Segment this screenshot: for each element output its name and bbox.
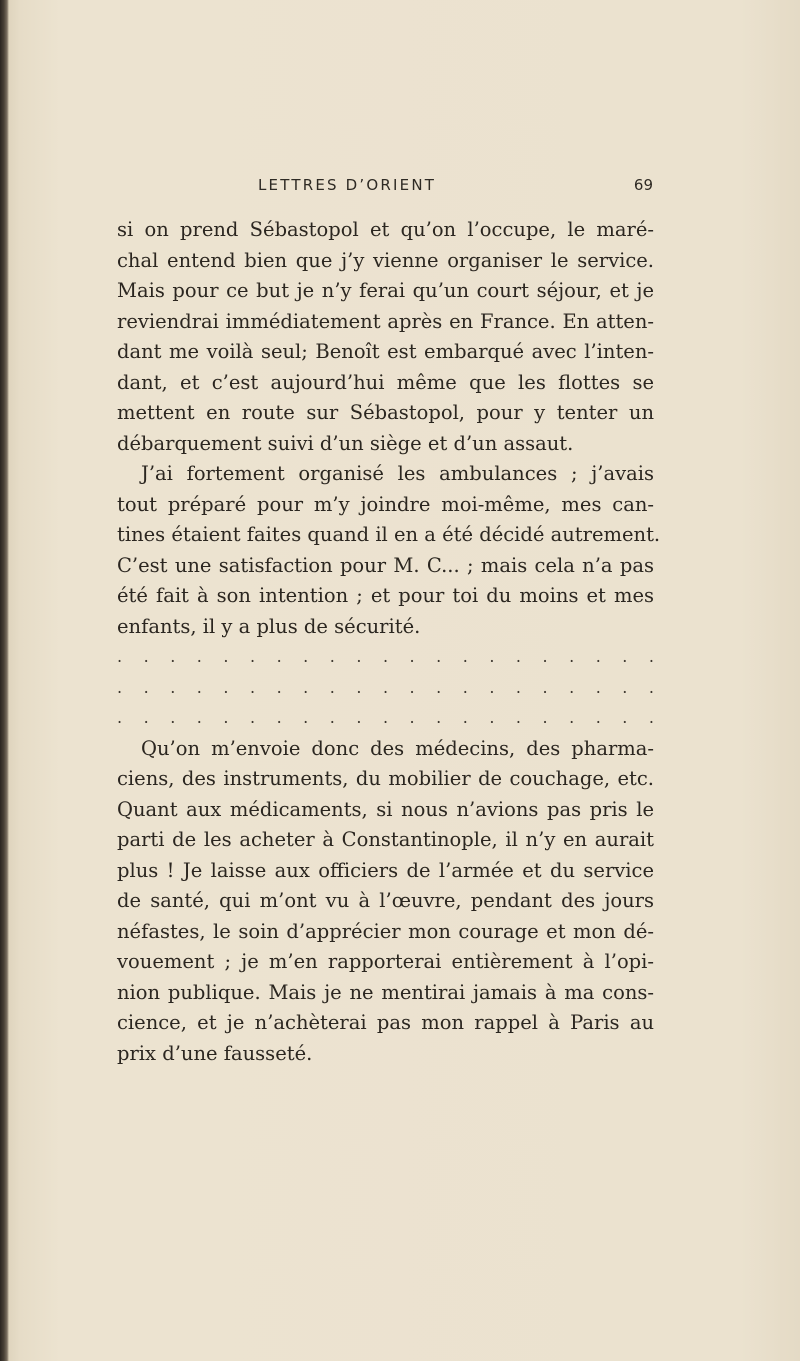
ellipsis-dot: . [515, 647, 521, 666]
ellipsis-dot: . [303, 647, 309, 666]
ellipsis-dot: . [196, 677, 202, 697]
ellipsis-dot: . [515, 708, 521, 727]
ellipsis-dot: . [436, 647, 442, 666]
ellipsis-row [117, 703, 654, 734]
binding-edge [0, 0, 9, 1361]
text-line: tines étaient faites quand il en a été décidé autrement. [117, 523, 661, 546]
text-line: J’ai fortement organisé les ambulances ; j’avais [141, 462, 654, 485]
ellipsis-dot: . [303, 708, 309, 727]
ellipsis-dot: . [356, 708, 362, 727]
ellipsis-dot: . [382, 677, 389, 697]
ellipsis-dot: . [117, 708, 123, 727]
text-line: chal entend bien que j’y vienne organiser le service. [117, 248, 654, 272]
ellipsis-dot: . [170, 708, 176, 727]
text-line: prix d’une fausseté. [117, 1041, 313, 1065]
ellipsis-dot: . [329, 647, 335, 666]
text-line: dant, et c’est aujourd’hui même que les flottes se [117, 370, 654, 394]
running-title: LETTRES D’ORIENT [258, 176, 437, 194]
text-line: dant me voilà seul; Benoît est embarqué avec l’inten- [117, 340, 654, 363]
ellipsis-dot: . [303, 677, 309, 697]
ellipsis-dot: . [329, 708, 335, 727]
text-line: néfastes, le soin d’apprécier mon courage et mon dé- [117, 919, 654, 943]
text-line: nion publique. Mais je ne mentirai jamais à ma cons- [117, 980, 654, 1004]
ellipsis-dot: . [595, 647, 601, 666]
ellipsis-dot: . [462, 677, 468, 697]
page-number: 69 [633, 176, 653, 194]
ellipsis-dot: . [595, 677, 601, 697]
ellipsis-dot: . [276, 647, 282, 666]
text-line: mettent en route sur Sébastopol, pour y tenter un [117, 401, 654, 424]
ellipsis-dot: . [196, 708, 202, 727]
ellipsis-row [117, 642, 654, 673]
page-header [118, 176, 653, 200]
ellipsis-dot: . [249, 708, 256, 727]
text-line: reviendrai immédiatement après en France. En atten- [117, 309, 654, 333]
ellipsis-dot: . [196, 647, 202, 666]
text-line: parti de les acheter à Constantinople, il n’y en aurait [117, 828, 654, 851]
ellipsis-dot: . [648, 708, 654, 727]
ellipsis-dot: . [648, 677, 654, 697]
text-line: tout préparé pour m’y joindre moi-même, mes can- [117, 492, 654, 516]
ellipsis-dot: . [409, 647, 415, 666]
ellipsis-dot: . [542, 647, 548, 666]
ellipsis-dot: . [223, 647, 229, 666]
ellipsis-dot: . [595, 708, 601, 727]
ellipsis-dot: . [223, 708, 229, 727]
ellipsis-dot: . [436, 708, 442, 727]
ellipsis-row [117, 673, 654, 704]
ellipsis-dot: . [117, 677, 123, 697]
text-line: ciens, des instruments, du mobilier de couchage, etc. [117, 767, 654, 790]
ellipsis-dot: . [329, 677, 335, 697]
ellipsis-dot: . [622, 708, 628, 727]
ellipsis-dot: . [143, 677, 149, 697]
ellipsis-dot: . [515, 677, 521, 697]
text-line: Quant aux médicaments, si nous n’avions pas pris le [117, 797, 654, 821]
ellipsis-dot: . [409, 708, 415, 727]
ellipsis-dot: . [622, 647, 628, 666]
ellipsis-dot: . [170, 647, 176, 666]
ellipsis-dot: . [489, 647, 495, 666]
ellipsis-dot: . [276, 708, 282, 727]
ellipsis-dot: . [569, 708, 575, 727]
ellipsis-dot: . [462, 647, 468, 666]
ellipsis-dot: . [223, 677, 229, 697]
ellipsis-dot: . [276, 677, 282, 697]
text-line: de santé, qui m’ont vu à l’œuvre, pendant des jours [117, 889, 654, 912]
ellipsis-dot: . [409, 677, 415, 697]
ellipsis-dot: . [382, 708, 389, 727]
text-line: plus ! Je laisse aux officiers de l’armée et du service [117, 858, 654, 882]
ellipsis-dot: . [143, 647, 149, 666]
text-line: si on prend Sébastopol et qu’on l’occupe, le maré- [117, 218, 654, 241]
ellipsis-dot: . [382, 647, 389, 666]
ellipsis-dot: . [356, 647, 362, 666]
ellipsis-dot: . [569, 677, 575, 697]
text-line: cience, et je n’achèterai pas mon rappel à Paris au [117, 1011, 654, 1034]
ellipsis-dot: . [569, 647, 575, 666]
ellipsis-dot: . [117, 647, 123, 666]
ellipsis-dot: . [249, 647, 256, 666]
ellipsis-dot: . [356, 677, 362, 697]
ellipsis-dot: . [170, 677, 176, 697]
text-line: Qu’on m’envoie donc des médecins, des pharma- [141, 736, 654, 760]
ellipsis-dot: . [622, 677, 628, 697]
ellipsis-dot: . [462, 708, 468, 727]
ellipsis-dot: . [436, 677, 442, 697]
body-text [117, 215, 661, 1069]
ellipsis-dot: . [489, 677, 495, 697]
ellipsis-dot: . [143, 708, 149, 727]
text-line: Mais pour ce but je n’y ferai qu’un court séjour, et je [117, 279, 654, 302]
text-line: été fait à son intention ; et pour toi du moins et mes [117, 584, 654, 607]
ellipsis-dot: . [489, 708, 495, 727]
text-line: vouement ; je m’en rapporterai entièrement à l’opi- [117, 950, 654, 973]
ellipsis-dot: . [648, 647, 654, 666]
text-line: C’est une satisfaction pour M. C... ; mais cela n’a pas [117, 553, 654, 577]
text-line: enfants, il y a plus de sécurité. [117, 614, 421, 638]
text-line: débarquement suivi d’un siège et d’un assaut. [117, 431, 574, 455]
ellipsis-dot: . [249, 677, 256, 697]
ellipsis-dot: . [542, 708, 548, 727]
ellipsis-dot: . [542, 677, 548, 697]
